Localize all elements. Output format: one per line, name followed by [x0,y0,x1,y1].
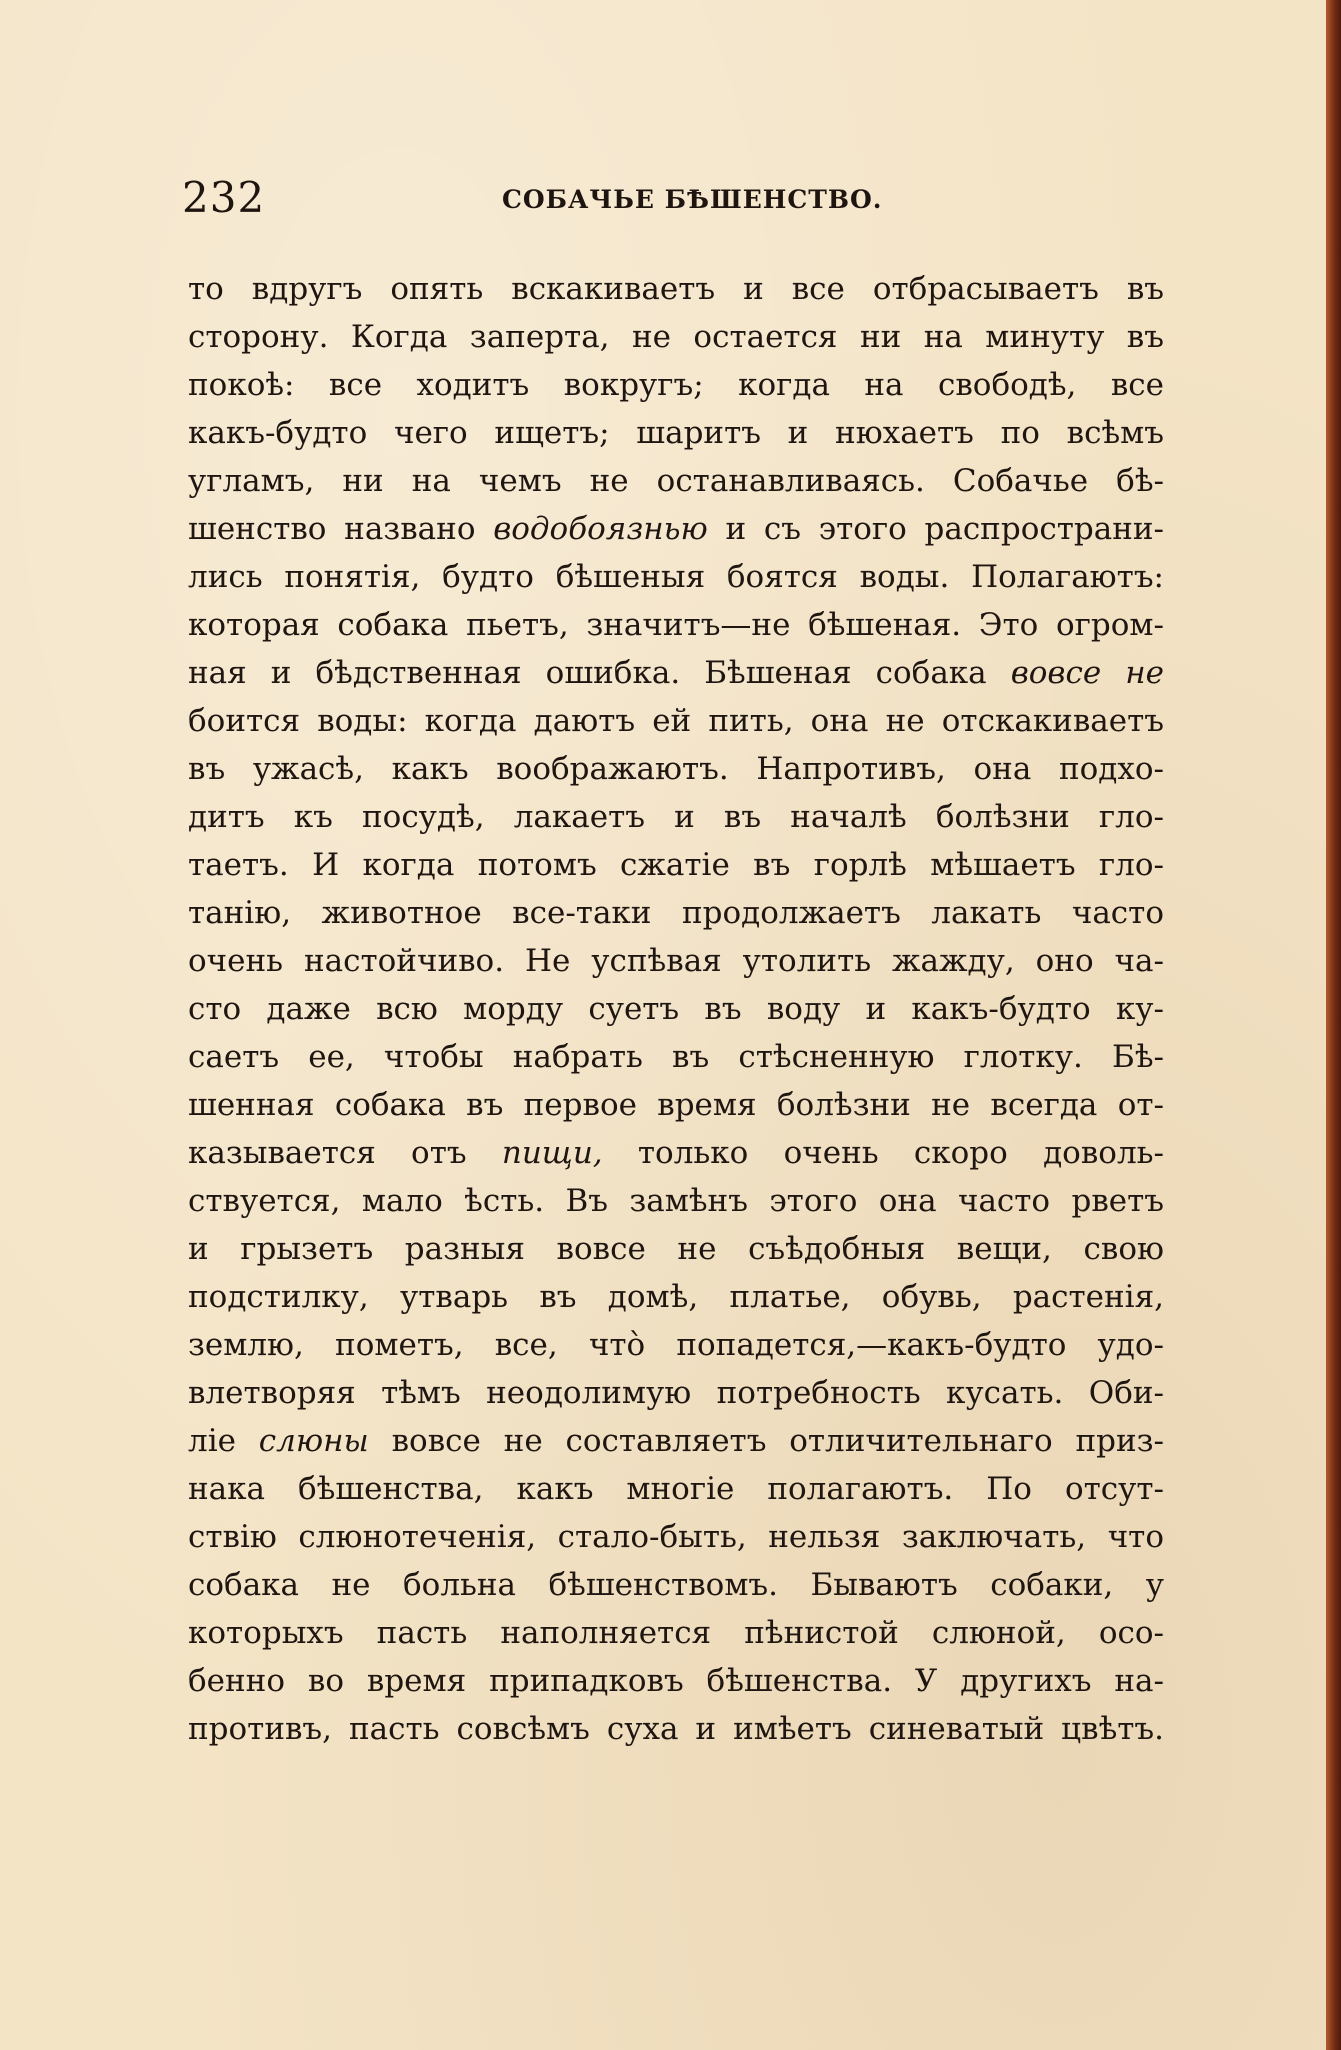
text-line: землю, пометъ, все, что̀ попадется,—какъ-будто удо- [188,1327,1164,1363]
text-line: въ ужасѣ, какъ воображаютъ. Напротивъ, она подхо- [188,751,1164,787]
italic-emphasis: пищи, [501,1135,603,1171]
page-edge [1326,0,1341,2050]
page-number: 232 [182,173,266,222]
text-line: собака не больна бѣшенствомъ. Бываютъ собаки, у [188,1567,1164,1603]
text-line: ная и бѣдственная ошибка. Бѣшеная собака вовсе не [188,655,1164,691]
text-line: которая собака пьетъ, значитъ—не бѣшеная. Это огром- [188,607,1164,643]
text-line: сторону. Когда заперта, не остается ни на минуту въ [188,319,1164,355]
text-line: и грызетъ разныя вовсе не съѣдобныя вещи, свою [188,1231,1164,1267]
text-line: угламъ, ни на чемъ не останавливаясь. Собачье бѣ- [188,463,1164,499]
body-text [188,265,1164,1753]
text-line: покоѣ: все ходитъ вокругъ; когда на свободѣ, все [188,367,1164,403]
italic-emphasis: водобоязнью [493,511,708,547]
text-line: то вдругъ опять вскакиваетъ и все отбрасываетъ въ [188,271,1164,307]
text-line: таетъ. И когда потомъ сжатіе въ горлѣ мѣшаетъ гло- [188,847,1164,883]
text-line: шенство названо водобоязнью и съ этого распространи- [188,511,1164,547]
italic-emphasis: слюны [258,1423,369,1459]
text-line: саетъ ее, чтобы набрать въ стѣсненную глотку. Бѣ- [188,1039,1164,1075]
text-line: нака бѣшенства, какъ многіе полагаютъ. По отсут- [188,1471,1164,1507]
text-line: бенно во время припадковъ бѣшенства. У другихъ на- [188,1663,1164,1699]
text-line: подстилку, утварь въ домѣ, платье, обувь, растенія, [188,1279,1164,1315]
text-line: ствію слюнотеченія, стало-быть, нельзя заключать, что [188,1519,1164,1555]
text-line: танію, животное все-таки продолжаетъ лакать часто [188,895,1164,931]
text-line: влетворяя тѣмъ неодолимую потребность кусать. Оби- [188,1375,1164,1411]
text-line: ліе слюны вовсе не составляетъ отличительнаго приз- [188,1423,1164,1459]
text-line: шенная собака въ первое время болѣзни не всегда от- [188,1087,1164,1123]
text-line: ствуется, мало ѣсть. Въ замѣнъ этого она часто рветъ [188,1183,1164,1219]
text-line: очень настойчиво. Не успѣвая утолить жажду, оно ча- [188,943,1164,979]
italic-emphasis: вовсе не [1010,655,1164,691]
text-line: которыхъ пасть наполняется пѣнистой слюной, осо- [188,1615,1164,1651]
text-line: дитъ къ посудѣ, лакаетъ и въ началѣ болѣзни гло- [188,799,1164,835]
text-line: сто даже всю морду суетъ въ воду и какъ-будто ку- [188,991,1164,1027]
text-line: какъ-будто чего ищетъ; шаритъ и нюхаетъ по всѣмъ [188,415,1164,451]
page-header [182,170,1162,230]
text-line: казывается отъ пищи, только очень скоро доволь- [188,1135,1164,1171]
text-line: противъ, пасть совсѣмъ суха и имѣетъ синеватый цвѣтъ. [188,1711,1164,1747]
running-title: СОБАЧЬЕ БѢШЕНСТВО. [502,185,883,214]
text-line: лись понятія, будто бѣшеныя боятся воды. Полагаютъ: [188,559,1164,595]
text-line: боится воды: когда даютъ ей пить, она не отскакиваетъ [188,703,1164,739]
